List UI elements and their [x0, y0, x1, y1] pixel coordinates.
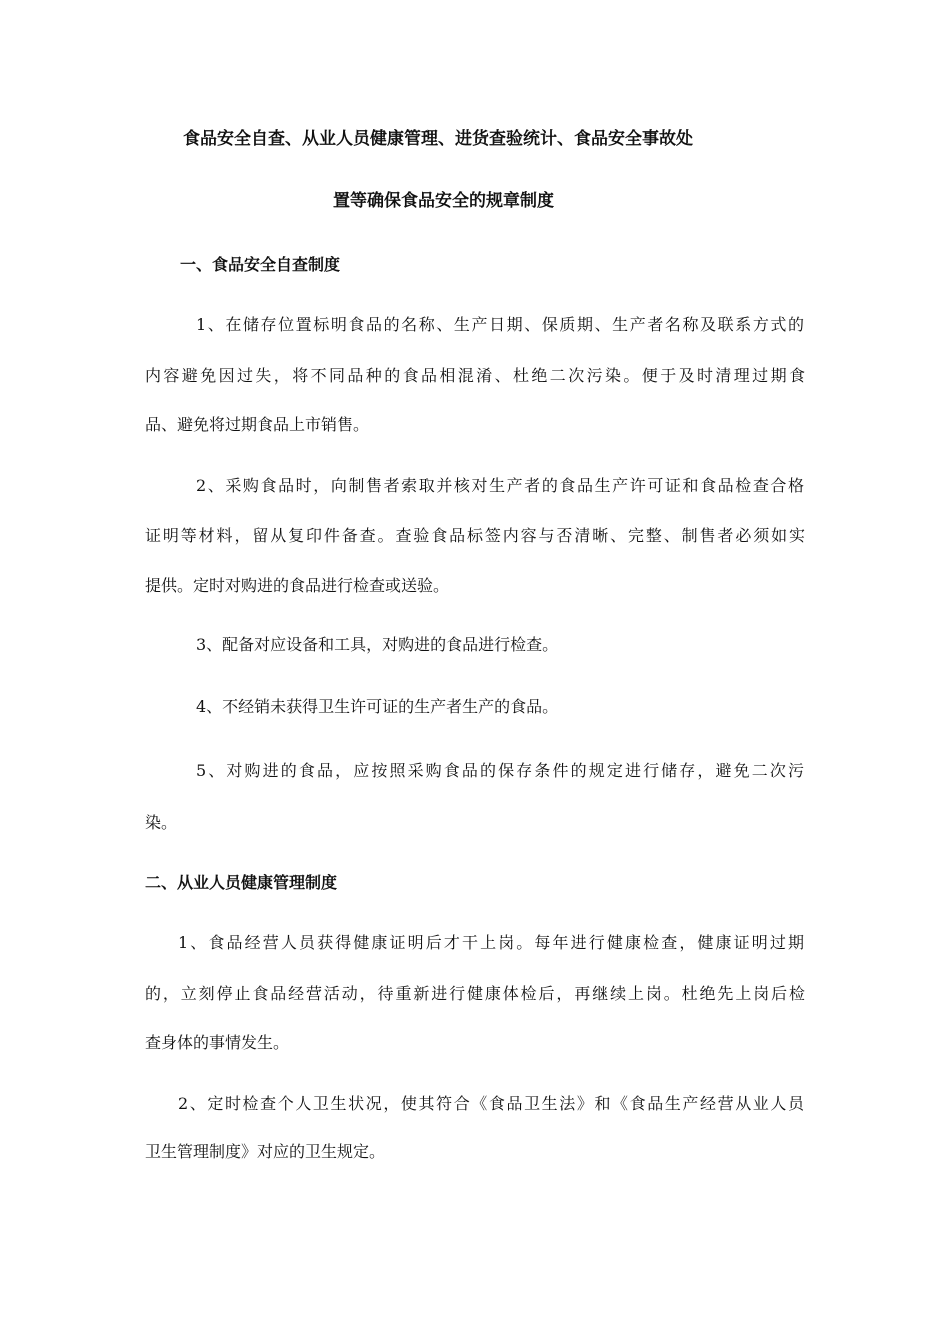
- document-title-line-2: 置等确保食品安全的规章制度: [333, 191, 554, 211]
- section-1-item-1-line-2: 内容避免因过失，将不同品种的食品相混淆、杜绝二次污染。便于及时清理过期食: [145, 366, 805, 385]
- section-2-item-1-line-2: 的，立刻停止食品经营活动，待重新进行健康体检后，再继续上岗。杜绝先上岗后检: [145, 984, 805, 1003]
- section-1-item-2-line-2: 证明等材料，留从复印件备查。查验食品标签内容与否清晰、完整、制售者必须如实: [145, 526, 805, 545]
- section-1-item-3: 3、配备对应设备和工具，对购进的食品进行检查。: [196, 635, 559, 654]
- section-2-item-1-line-3: 查身体的事情发生。: [145, 1033, 290, 1052]
- section-1-item-5-line-2: 染。: [145, 813, 178, 832]
- document-title-line-1: 食品安全自查、从业人员健康管理、进货查验统计、食品安全事故处: [183, 129, 693, 149]
- section-1-item-4: 4、不经销未获得卫生许可证的生产者生产的食品。: [196, 697, 559, 716]
- section-2-item-2-line-2: 卫生管理制度》对应的卫生规定。: [145, 1142, 386, 1161]
- section-2-heading: 二、从业人员健康管理制度: [145, 873, 338, 892]
- section-1-item-2-line-3: 提供。定时对购进的食品进行检查或送验。: [145, 576, 450, 595]
- section-2-item-1-line-1: 1、食品经营人员获得健康证明后才干上岗。每年进行健康检查，健康证明过期: [178, 933, 804, 952]
- section-1-item-1-line-3: 品、避免将过期食品上市销售。: [145, 415, 370, 434]
- section-1-item-1-line-1: 1、在储存位置标明食品的名称、生产日期、保质期、生产者名称及联系方式的: [196, 315, 804, 334]
- section-1-item-2-line-1: 2、采购食品时，向制售者索取并核对生产者的食品生产许可证和食品检查合格: [196, 476, 804, 495]
- section-2-item-2-line-1: 2、定时检查个人卫生状况，使其符合《食品卫生法》和《食品生产经营从业人员: [178, 1094, 804, 1113]
- section-1-heading: 一、食品安全自查制度: [180, 255, 341, 274]
- section-1-item-5-line-1: 5、对购进的食品，应按照采购食品的保存条件的规定进行储存，避免二次污: [196, 761, 804, 780]
